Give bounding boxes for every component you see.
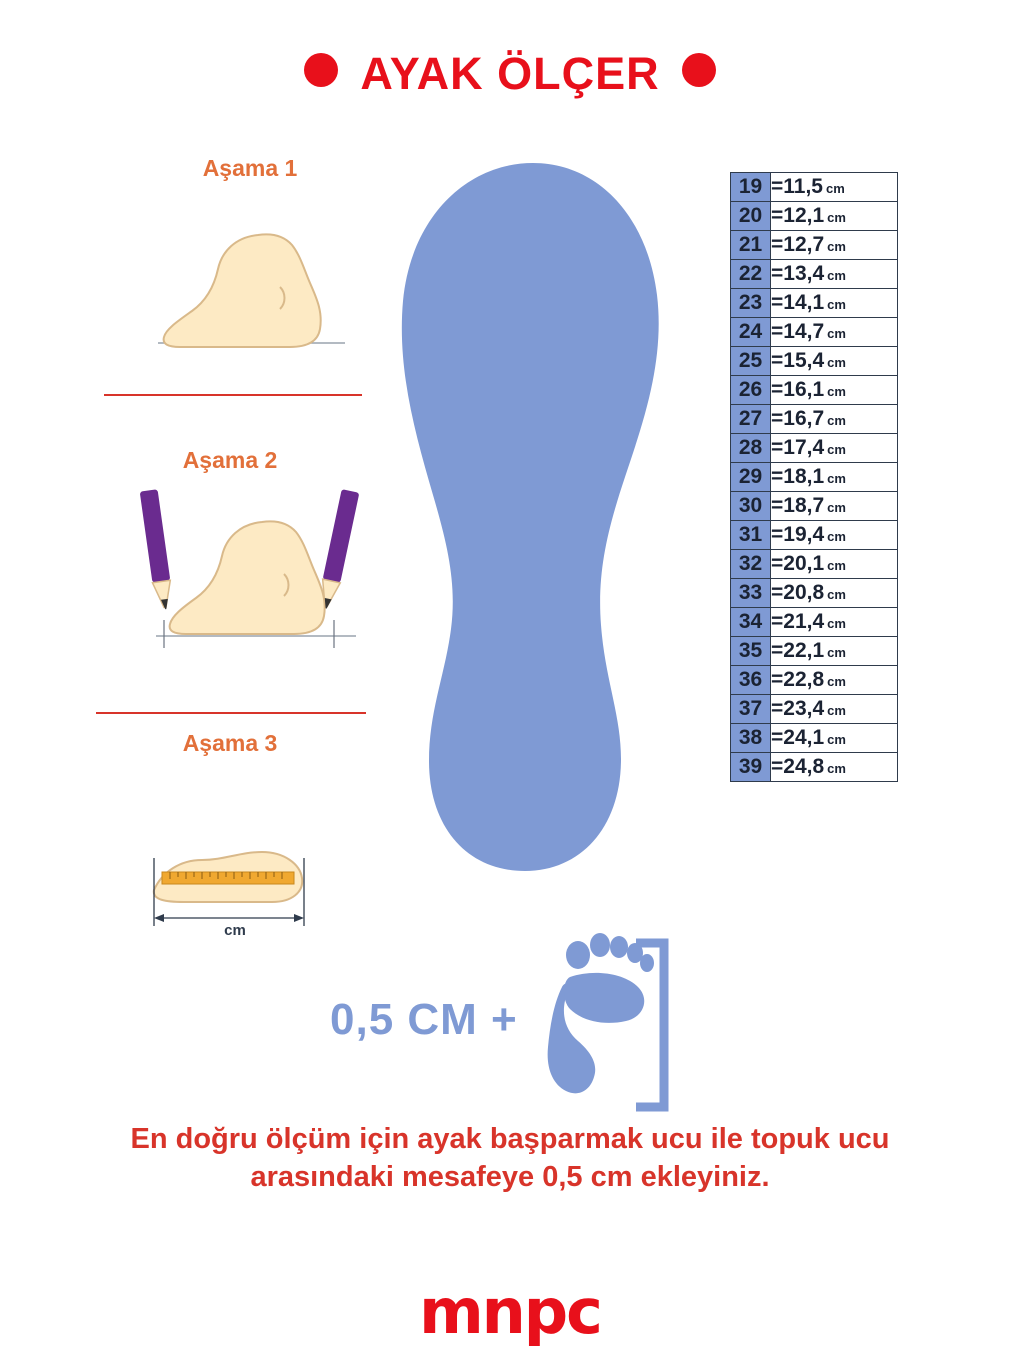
- length-unit: cm: [827, 703, 846, 718]
- length-value: [771, 695, 898, 724]
- size-chart-row: [731, 231, 898, 260]
- length-unit: cm: [827, 471, 846, 486]
- size-value: 36: [731, 666, 771, 695]
- length-number: =16,1: [771, 378, 825, 401]
- length-value: [771, 608, 898, 637]
- length-number: =20,1: [771, 552, 825, 575]
- length-value: [771, 347, 898, 376]
- length-number: =17,4: [771, 436, 825, 459]
- step-2-label: Aşama 2: [182, 447, 278, 473]
- length-value: [771, 579, 898, 608]
- length-number: =12,1: [771, 204, 825, 227]
- length-value: [771, 173, 898, 202]
- size-chart-row: [731, 463, 898, 492]
- size-chart-table: [730, 172, 898, 782]
- length-value: [771, 202, 898, 231]
- size-value: 39: [731, 753, 771, 782]
- length-value: [771, 753, 898, 782]
- length-number: =14,1: [771, 291, 825, 314]
- length-value: [771, 637, 898, 666]
- length-unit: cm: [827, 616, 846, 631]
- size-chart-row: [731, 550, 898, 579]
- size-value: 28: [731, 434, 771, 463]
- size-value: 32: [731, 550, 771, 579]
- length-unit: cm: [827, 297, 846, 312]
- footprint-icon: [540, 925, 680, 1130]
- size-value: 23: [731, 289, 771, 318]
- length-unit: cm: [827, 587, 846, 602]
- size-chart-row: [731, 695, 898, 724]
- length-unit: cm: [827, 558, 846, 573]
- length-unit: cm: [827, 239, 846, 254]
- length-number: =23,4: [771, 697, 825, 720]
- size-chart-row: [731, 492, 898, 521]
- shoe-sole-illustration: [385, 155, 675, 890]
- size-chart-row: [731, 724, 898, 753]
- size-chart-row: [731, 579, 898, 608]
- length-number: =21,4: [771, 610, 825, 633]
- length-value: [771, 550, 898, 579]
- length-number: =24,8: [771, 755, 825, 778]
- length-value: [771, 492, 898, 521]
- size-chart-body: [731, 173, 898, 782]
- length-unit: cm: [827, 413, 846, 428]
- length-value: [771, 289, 898, 318]
- size-value: 38: [731, 724, 771, 753]
- step-3-axis-label: cm: [224, 922, 246, 939]
- length-unit: cm: [827, 442, 846, 457]
- length-value: [771, 724, 898, 753]
- size-value: 30: [731, 492, 771, 521]
- step-2-pencil-illustration: [120, 480, 380, 675]
- size-value: 29: [731, 463, 771, 492]
- length-value: [771, 434, 898, 463]
- size-chart-row: [731, 202, 898, 231]
- measurement-note: En doğru ölçüm için ayak başparmak ucu ile topuk ucu arasındaki mesafeye 0,5 cm ekleyiniz.: [130, 1123, 890, 1193]
- length-unit: cm: [827, 500, 846, 515]
- length-unit: cm: [825, 181, 845, 196]
- size-value: 21: [731, 231, 771, 260]
- size-value: 20: [731, 202, 771, 231]
- length-value: [771, 231, 898, 260]
- length-value: [771, 376, 898, 405]
- length-value: [771, 521, 898, 550]
- size-value: 37: [731, 695, 771, 724]
- title-text: AYAK ÖLÇER: [360, 48, 660, 99]
- page-title: [0, 48, 1020, 100]
- title-dot-right-icon: [682, 53, 716, 87]
- size-value: 27: [731, 405, 771, 434]
- length-number: =14,7: [771, 320, 825, 343]
- length-unit: cm: [827, 529, 846, 544]
- size-chart-row: [731, 608, 898, 637]
- length-number: =12,7: [771, 233, 825, 256]
- length-number: =22,1: [771, 639, 825, 662]
- title-dot-left-icon: [304, 53, 338, 87]
- size-value: 24: [731, 318, 771, 347]
- size-chart-row: [731, 289, 898, 318]
- size-value: 33: [731, 579, 771, 608]
- length-number: =18,1: [771, 465, 825, 488]
- length-number: =20,8: [771, 581, 825, 604]
- size-chart-row: [731, 666, 898, 695]
- add-half-cm-text: 0,5 CM +: [330, 995, 518, 1044]
- length-unit: cm: [827, 355, 846, 370]
- length-number: =16,7: [771, 407, 825, 430]
- size-value: 25: [731, 347, 771, 376]
- length-number: =22,8: [771, 668, 825, 691]
- size-value: 34: [731, 608, 771, 637]
- length-number: =15,4: [771, 349, 825, 372]
- size-chart-row: [731, 173, 898, 202]
- step-1-label: Aşama 1: [202, 155, 298, 181]
- length-value: [771, 318, 898, 347]
- size-chart-row: [731, 521, 898, 550]
- size-chart-row: [731, 260, 898, 289]
- length-number: =24,1: [771, 726, 825, 749]
- size-value: 31: [731, 521, 771, 550]
- size-value: 26: [731, 376, 771, 405]
- step-divider-1: [104, 394, 362, 396]
- step-3-label: Aşama 3: [182, 730, 278, 756]
- size-value: 22: [731, 260, 771, 289]
- length-unit: cm: [827, 268, 846, 283]
- step-3-measure-illustration: [140, 830, 330, 945]
- length-number: =19,4: [771, 523, 825, 546]
- length-value: [771, 463, 898, 492]
- length-unit: cm: [827, 732, 846, 747]
- length-value: [771, 260, 898, 289]
- size-chart-row: [731, 318, 898, 347]
- length-unit: cm: [827, 210, 846, 225]
- step-divider-2: [96, 712, 366, 714]
- length-value: [771, 405, 898, 434]
- length-number: =11,5: [771, 175, 823, 198]
- step-1-foot-illustration: [140, 225, 360, 370]
- size-chart-row: [731, 405, 898, 434]
- size-chart-row: [731, 376, 898, 405]
- brand-logo: mnpc: [419, 1275, 601, 1348]
- length-unit: cm: [827, 384, 846, 399]
- length-number: =13,4: [771, 262, 825, 285]
- size-value: 19: [731, 173, 771, 202]
- length-unit: cm: [827, 761, 846, 776]
- size-chart-row: [731, 434, 898, 463]
- size-chart-row: [731, 753, 898, 782]
- size-chart-row: [731, 637, 898, 666]
- length-number: =18,7: [771, 494, 825, 517]
- length-value: [771, 666, 898, 695]
- length-unit: cm: [827, 674, 846, 689]
- length-unit: cm: [827, 645, 846, 660]
- length-unit: cm: [827, 326, 846, 341]
- size-chart-row: [731, 347, 898, 376]
- size-value: 35: [731, 637, 771, 666]
